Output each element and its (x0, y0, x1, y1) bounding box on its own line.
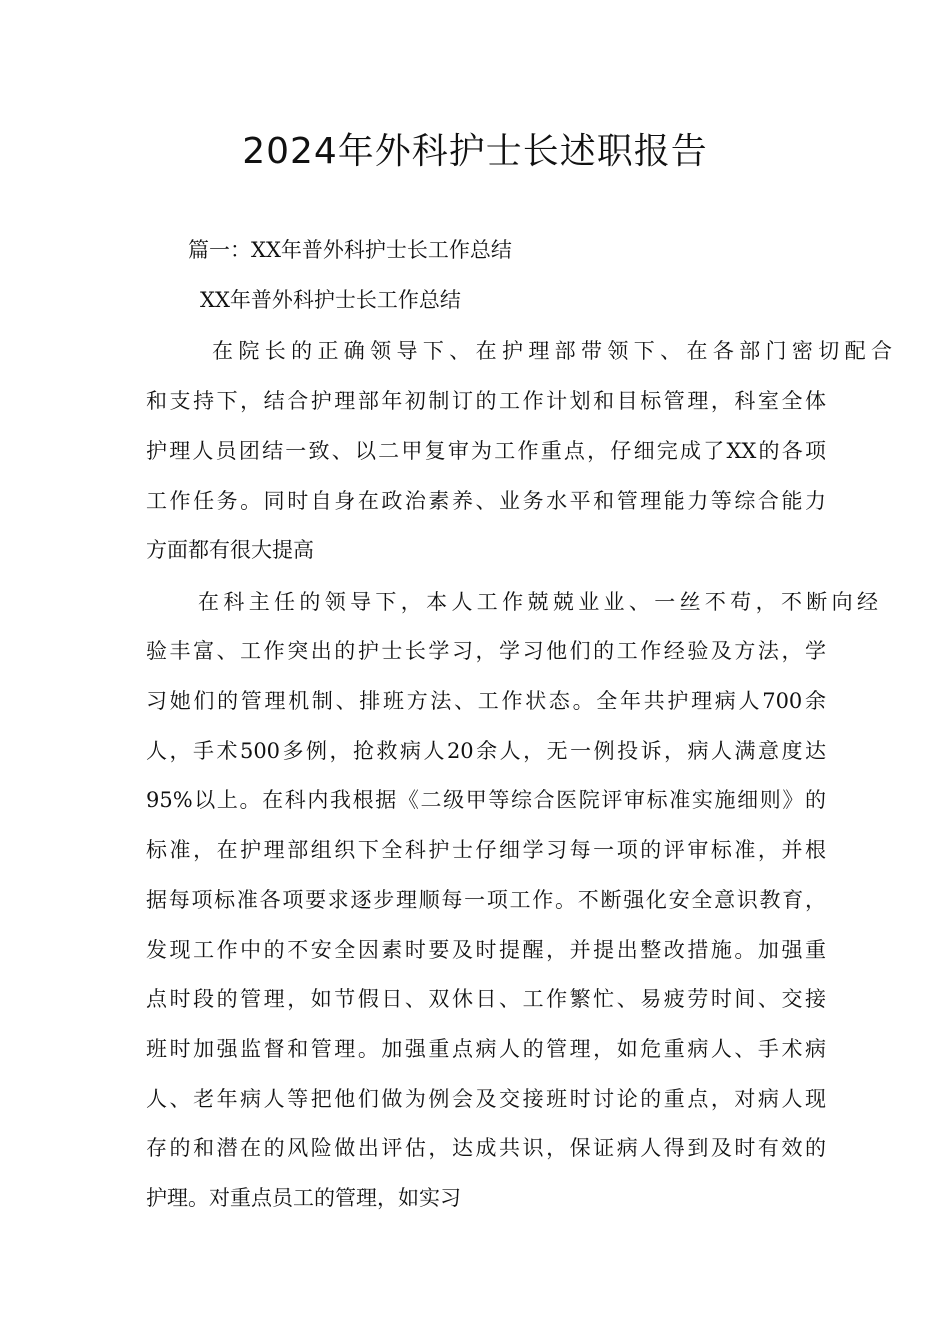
paragraph-line: 人，手术500多例，抢救病人20余人，无一例投诉，病人满意度达 (146, 739, 826, 763)
paragraph-line: 和支持下，结合护理部年初制订的工作计划和目标管理，科室全体 (146, 389, 826, 413)
paragraph-line: 护理人员团结一致、以二甲复审为工作重点，仔细完成了XX的各项 (146, 439, 826, 463)
paragraph-line: 方面都有很大提高 (146, 538, 314, 562)
paragraph-line: 护理。对重点员工的管理，如实习 (146, 1186, 461, 1210)
paragraph-line: 发现工作中的不安全因素时要及时提醒，并提出整改措施。加强重 (146, 938, 826, 962)
paragraph-line: 点时段的管理，如节假日、双休日、工作繁忙、易疲劳时间、交接 (146, 987, 826, 1011)
paragraph-line: 标准，在护理部组织下全科护士仔细学习每一项的评审标准，并根 (146, 838, 826, 862)
paragraph-line: 人、老年病人等把他们做为例会及交接班时讨论的重点，对病人现 (146, 1087, 826, 1111)
paragraph-line: 工作任务。同时自身在政治素养、业务水平和管理能力等综合能力 (146, 489, 826, 513)
paragraph-line: 在科主任的领导下，本人工作兢兢业业、一丝不苟，不断向经 (198, 590, 878, 614)
document-title: 2024年外科护士长述职报告 (242, 131, 708, 172)
paragraph-line: 存的和潜在的风险做出评估，达成共识，保证病人得到及时有效的 (146, 1136, 826, 1160)
paragraph-line: 习她们的管理机制、排班方法、工作状态。全年共护理病人700余 (146, 689, 826, 713)
paragraph-line: 据每项标准各项要求逐步理顺每一项工作。不断强化安全意识教育， (146, 888, 826, 912)
paragraph-line: 在院长的正确领导下、在护理部带领下、在各部门密切配合 (212, 339, 892, 363)
paragraph-line: 验丰富、工作突出的护士长学习，学习他们的工作经验及方法，学 (146, 639, 826, 663)
section-subheading: XX年普外科护士长工作总结 (200, 288, 461, 312)
paragraph-line: 95%以上。在科内我根据《二级甲等综合医院评审标准实施细则》的 (146, 788, 826, 812)
section-heading: 篇一：XX年普外科护士长工作总结 (188, 238, 512, 262)
paragraph-line: 班时加强监督和管理。加强重点病人的管理，如危重病人、手术病 (146, 1037, 826, 1061)
